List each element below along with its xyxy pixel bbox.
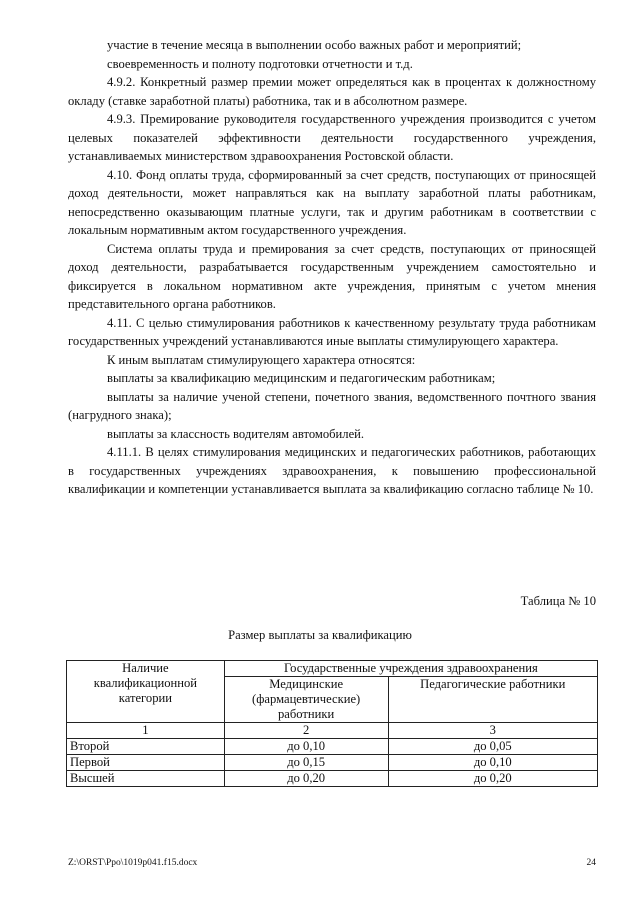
cell-pedagogical: до 0,20: [388, 771, 597, 787]
header-medical: Медицинские (фармацевтические) работники: [224, 677, 388, 723]
paragraph: 4.10. Фонд оплаты труда, сформированный за счет средств, поступающих от приносящей доход деятельности, может направляться как на выплату заработной платы работникам, непосредственно оказывающим платные услуги, так и другим работникам в соответствии с локальным нормативным актом государственного учреждения.: [68, 167, 596, 237]
paragraph: 4.9.2. Конкретный размер премии может определяться как в процентах к должностному окладу (ставке заработной платы) работника, так и в абсолютном размере.: [68, 75, 596, 108]
paragraph: выплаты за квалификацию медицинским и педагогическим работникам;: [107, 371, 496, 385]
cell-pedagogical: до 0,10: [388, 755, 597, 771]
col-number: 3: [388, 723, 597, 739]
cell-medical: до 0,15: [224, 755, 388, 771]
table-row: [67, 755, 598, 771]
cell-category: Высшей: [67, 771, 225, 787]
cell-pedagogical: до 0,05: [388, 739, 597, 755]
header-group: Государственные учреждения здравоохранения: [224, 661, 597, 677]
header-pedagogical: Педагогические работники: [388, 677, 597, 723]
qualification-table: [66, 660, 598, 787]
col-number: 1: [67, 723, 225, 739]
table-row: [67, 771, 598, 787]
paragraph: 4.9.3. Премирование руководителя государственного учреждения производится с учетом целевых показателей эффективности деятельности государственного учреждения, устанавливаемых министерством здравоохранения Ростовской области.: [68, 112, 596, 163]
paragraph: участие в течение месяца в выполнении особо важных работ и мероприятий;: [107, 38, 522, 52]
table-title: Размер выплаты за квалификацию: [228, 628, 412, 642]
cell-category: Первой: [67, 755, 225, 771]
footer-file-path: Z:\ORST\Ppo\1019p041.f15.docx: [68, 858, 198, 868]
paragraph: выплаты за классность водителям автомобилей.: [107, 426, 365, 441]
cell-category: Второй: [67, 739, 225, 755]
paragraph: 4.11.1. В целях стимулирования медицинских и педагогических работников, работающих в государственных учреждениях здравоохранения, к повышению профессиональной квалификации и компетенции устанавливается выплата за квалификацию согласно таблице № 10.: [68, 445, 596, 496]
table-number-row: [67, 723, 598, 739]
page-number: 24: [586, 858, 596, 868]
paragraph: К иным выплатам стимулирующего характера относятся:: [107, 352, 416, 367]
body-text: [68, 36, 596, 499]
paragraph: выплаты за наличие ученой степени, почетного звания, ведомственного почтного звания (нагрудного знака);: [68, 389, 596, 422]
paragraph: Система оплаты труда и премирования за счет средств, поступающих от приносящей доход деятельности, разрабатывается государственным учреждением самостоятельно и фиксируется в локальном нормативном акте учреждения, принятым с учетом мнения представительного органа работников.: [68, 241, 596, 311]
cell-medical: до 0,20: [224, 771, 388, 787]
table-row: [67, 739, 598, 755]
table-number: Таблица № 10: [520, 594, 596, 608]
header-category: Наличие квалификационной категории: [67, 661, 225, 723]
paragraph: своевременность и полноту подготовки отчетности и т.д.: [107, 56, 413, 71]
paragraph: 4.11. С целью стимулирования работников к качественному результату труда работникам государственных учреждений устанавливаются иные выплаты стимулирующего характера.: [68, 315, 596, 348]
col-number: 2: [224, 723, 388, 739]
cell-medical: до 0,10: [224, 739, 388, 755]
table-header-row: [67, 661, 598, 677]
